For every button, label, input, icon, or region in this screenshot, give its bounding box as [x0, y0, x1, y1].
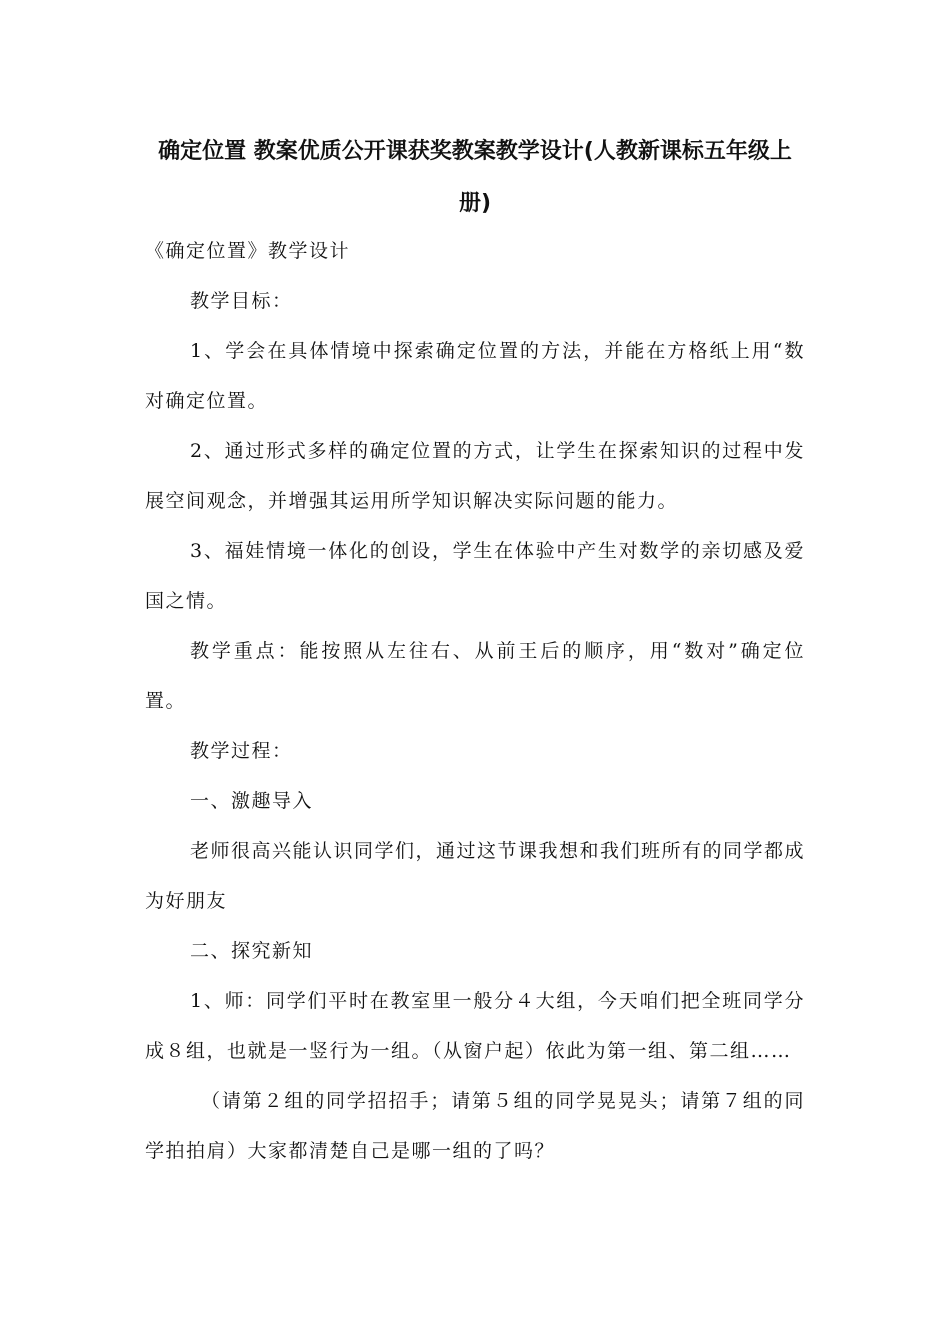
doc-heading: 《确定位置》教学设计 [145, 240, 351, 262]
step-1-text: 老师很高兴能认识同学们，通过这节课我想和我们班所有的同学都成为好朋友 [145, 840, 806, 912]
step-heading-1: 一、激趣导入 [190, 790, 314, 812]
step-2-text-1: 1、师：同学们平时在教室里一般分４大组，今天咱们把全班同学分成８组，也就是一竖行为一组。（从窗户起）依此为第一组、第二组…… [145, 990, 805, 1062]
objective-item-1: 1、学会在具体情境中探索确定位置的方法，并能在方格纸上用“数对确定位置。 [145, 340, 805, 412]
objective-item-3: 3、福娃情境一体化的创设，学生在体验中产生对数学的亲切感及爱国之情。 [145, 540, 805, 612]
step-2-text-2: （请第２组的同学招招手；请第５组的同学晃晃头；请第７组的同学拍拍肩）大家都清楚自己是哪一组的了吗？ [145, 1090, 805, 1162]
objective-item-2: 2、通过形式多样的确定位置的方式，让学生在探索知识的过程中发展空间观念，并增强其运用所学知识解决实际问题的能力。 [145, 440, 805, 512]
step-heading-2: 二、探究新知 [190, 940, 314, 962]
section-label-objectives: 教学目标： [190, 290, 293, 312]
document-body [145, 226, 805, 1176]
document-title: 确定位置 教案优质公开课获奖教案教学设计(人教新课标五年级上册) [158, 139, 792, 216]
section-label-process: 教学过程： [190, 740, 293, 762]
key-points: 教学重点：能按照从左往右、从前王后的顺序，用“数对”确定位置。 [145, 640, 805, 712]
